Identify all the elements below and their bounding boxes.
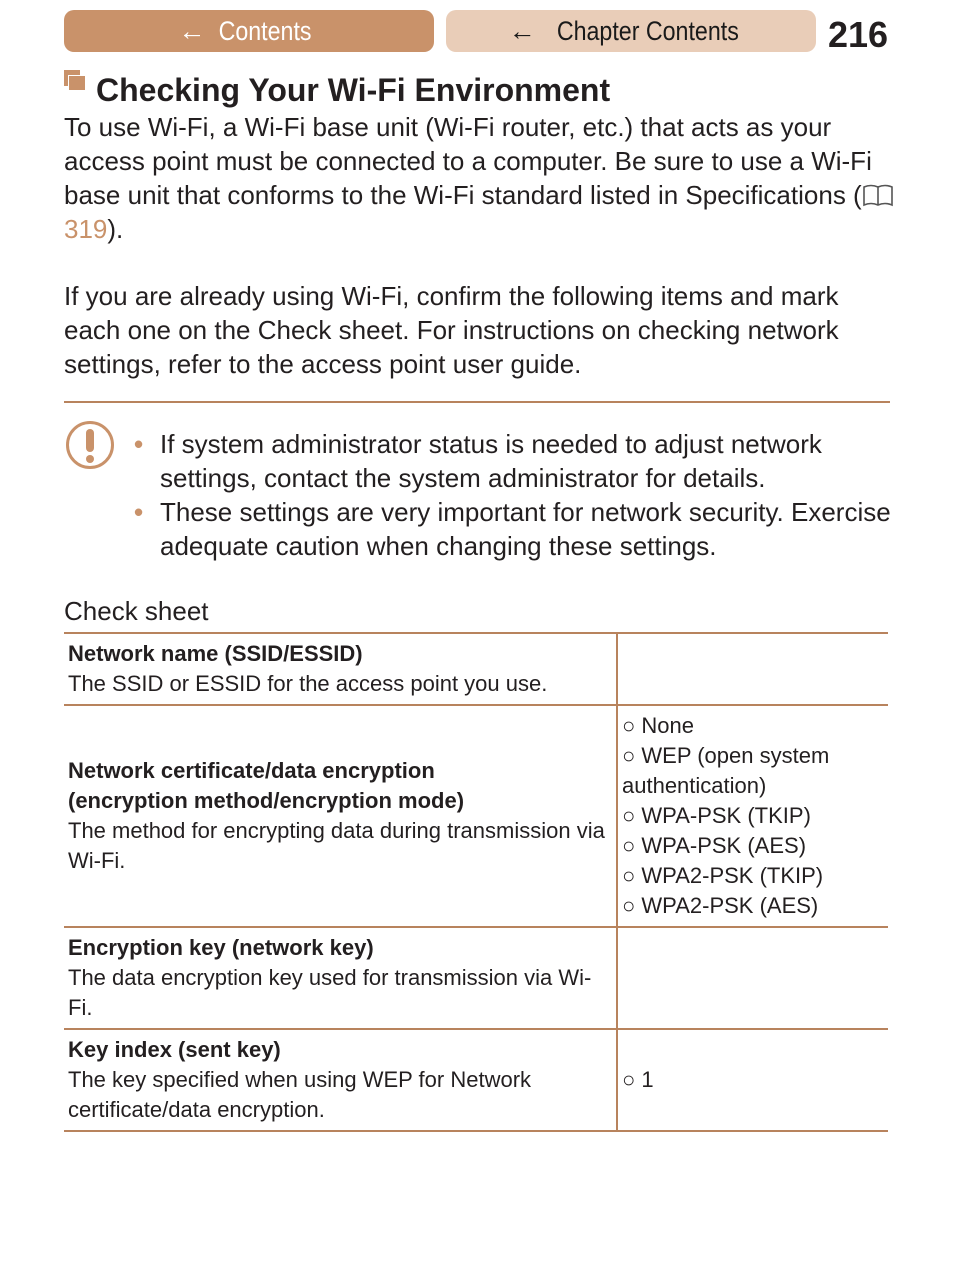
book-icon (862, 183, 894, 207)
table-row (64, 927, 888, 1029)
specifications-page-number: 319 (64, 214, 108, 244)
contents-button[interactable] (64, 10, 434, 52)
option-wpa-psk-aes[interactable]: ○ WPA-PSK (AES) (622, 833, 807, 858)
option-wpa-psk-tkip[interactable]: ○ WPA-PSK (TKIP) (622, 803, 811, 828)
section-square-icon (64, 70, 86, 92)
bullet-icon: • (134, 429, 144, 459)
option-wpa2-psk-tkip[interactable]: ○ WPA2-PSK (TKIP) (622, 863, 824, 888)
intro-paragraph (64, 110, 894, 246)
item-description: The SSID or ESSID for the access point you use. (68, 671, 548, 696)
chapter-contents-button[interactable] (446, 10, 816, 52)
option-wpa2-psk-aes[interactable]: ○ WPA2-PSK (AES) (622, 893, 819, 918)
caution-list (134, 427, 894, 563)
item-title: Network certificate/data encryption (68, 758, 435, 783)
checkbox-cell[interactable] (617, 927, 888, 1029)
page-number: 216 (828, 14, 889, 55)
item-cell (64, 1029, 617, 1131)
table-row (64, 1029, 888, 1131)
option-none[interactable]: ○ None (622, 713, 694, 738)
left-arrow-icon: ← (508, 15, 536, 46)
intro-text-end: ). (107, 214, 124, 244)
caution-icon (65, 420, 115, 470)
option-key-1[interactable]: ○ 1 (622, 1067, 654, 1092)
item-title: Key index (sent key) (68, 1037, 281, 1062)
chapter-contents-label: Chapter Contents (556, 15, 739, 46)
item-cell (64, 705, 617, 927)
item-title: Encryption key (network key) (68, 935, 374, 960)
item-description: The key specified when using WEP for Network certificate/data encryption. (68, 1067, 532, 1122)
confirm-paragraph: If you are already using Wi-Fi, confirm the following items and mark each one on the Check sheet. For instructions on checking network settings, refer to the access point user guide. (64, 281, 839, 379)
item-title: (encryption method/encryption mode) (68, 788, 465, 813)
options-cell (617, 705, 888, 927)
intro-text: To use Wi-Fi, a Wi-Fi base unit (Wi-Fi router, etc.) that acts as your access point must be connected to a computer. Be sure to use a Wi-Fi base unit that conforms to the Wi-Fi standard listed in Specifications ( (64, 112, 872, 210)
options-cell (617, 1029, 888, 1131)
caution-bullet (134, 427, 894, 495)
caution-divider (64, 401, 890, 403)
left-arrow-icon: ← (178, 15, 206, 46)
caution-text: These settings are very important for network security. Exercise adequate caution when changing these settings. (160, 497, 891, 561)
table-row (64, 633, 888, 705)
section-title: Checking Your Wi-Fi Environment (96, 72, 611, 108)
item-description: The data encryption key used for transmission via Wi-Fi. (68, 965, 592, 1020)
check-sheet-title: Check sheet (64, 596, 209, 626)
contents-label: Contents (219, 15, 312, 46)
table-row (64, 705, 888, 927)
item-title: Network name (SSID/ESSID) (68, 641, 363, 666)
item-cell (64, 927, 617, 1029)
checkbox-cell[interactable] (617, 633, 888, 705)
caution-text: If system administrator status is needed to adjust network settings, contact the system administrator for details. (160, 429, 822, 493)
item-cell (64, 633, 617, 705)
item-description: The method for encrypting data during transmission via Wi-Fi. (68, 818, 605, 873)
bullet-icon: • (134, 497, 144, 527)
option-wep[interactable]: ○ WEP (open system authentication) (622, 743, 830, 798)
check-sheet-table (64, 632, 888, 1132)
caution-bullet (134, 495, 894, 563)
